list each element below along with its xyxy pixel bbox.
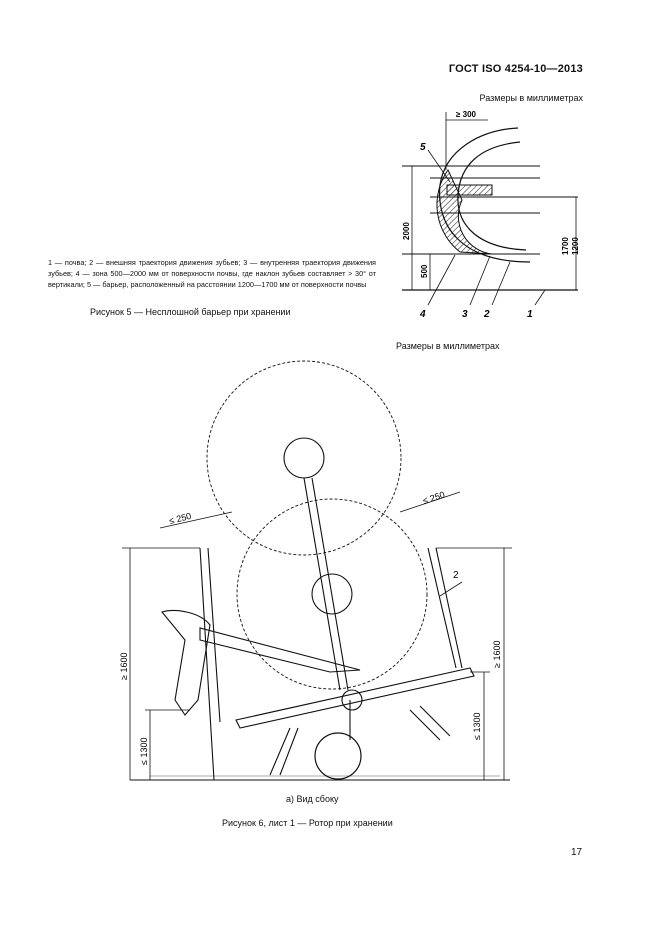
standard-header: ГОСТ ISO 4254-10—2013 bbox=[448, 63, 583, 75]
zone-hatch bbox=[437, 170, 492, 254]
label-2: 2 bbox=[453, 570, 459, 581]
lower-arm bbox=[236, 668, 474, 728]
dim-top: ≥ 300 bbox=[456, 110, 476, 119]
label-2: 2 bbox=[484, 309, 490, 320]
rotor-circle-upper bbox=[207, 361, 401, 555]
figure5-legend: 1 — почва; 2 — внешняя траектория движения зубьев; 3 — внутренняя траектория движения зубьев; 4 — зона 500—2000 мм от поверхности почвы, где наклон зубьев составляет > 30° от вертикали; 5 — барьер, расположенный на расстоянии 1200—1700 мм от поверхности почвы bbox=[48, 258, 376, 289]
gearbox bbox=[342, 690, 362, 710]
dim-250-right: ≤ 250 bbox=[421, 489, 446, 506]
figure5-title: Рисунок 5 — Несплошной барьер при хранении bbox=[90, 307, 291, 317]
hitch bbox=[162, 611, 210, 715]
units-note-top: Размеры в миллиметрах bbox=[479, 93, 583, 103]
figure6-drawing bbox=[110, 355, 530, 785]
figure6-subcaption: а) Вид сбоку bbox=[286, 794, 339, 804]
rotor-hub-upper bbox=[284, 438, 324, 478]
units-note-mid: Размеры в миллиметрах bbox=[396, 341, 500, 351]
dim-1300-left: ≤ 1300 bbox=[139, 737, 149, 765]
guard-left bbox=[200, 548, 220, 780]
label-5: 5 bbox=[420, 142, 426, 153]
label-1: 1 bbox=[527, 309, 533, 320]
page-number: 17 bbox=[571, 847, 583, 858]
dim-1600-right: ≥ 1600 bbox=[492, 640, 502, 668]
figure5-drawing bbox=[390, 100, 590, 325]
dim-2000: 2000 bbox=[402, 222, 411, 240]
wheel bbox=[315, 733, 361, 779]
barrier bbox=[447, 185, 492, 195]
tines bbox=[270, 706, 450, 775]
figure6-title: Рисунок 6, лист 1 — Ротор при хранении bbox=[222, 818, 393, 828]
inner-trajectory bbox=[458, 142, 526, 250]
label-4: 4 bbox=[420, 309, 426, 320]
dim-1700: 1700 bbox=[561, 237, 570, 255]
dim-1600-left: ≥ 1600 bbox=[119, 652, 129, 680]
dim-250-left: ≤ 250 bbox=[168, 510, 193, 526]
guard-right bbox=[428, 548, 462, 668]
dim-1200: 1200 bbox=[571, 237, 580, 255]
dim-1300-right: ≤ 1300 bbox=[472, 712, 482, 740]
dim-500: 500 bbox=[420, 264, 429, 278]
label-3: 3 bbox=[462, 309, 468, 320]
